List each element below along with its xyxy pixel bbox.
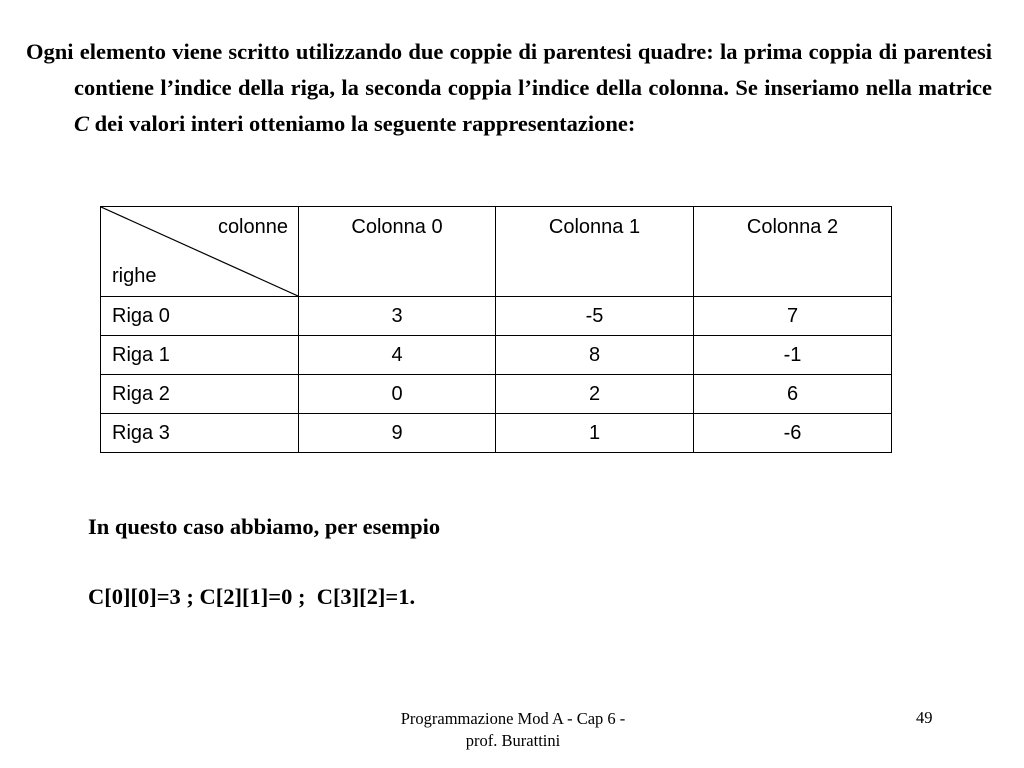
table-cell: 2 — [496, 375, 694, 414]
table-cell: 6 — [694, 375, 892, 414]
example-heading: In questo caso abbiamo, per esempio — [88, 514, 441, 539]
table-cell: 7 — [694, 297, 892, 336]
table-cell: -6 — [694, 414, 892, 453]
intro-text-part2: dei valori interi otteniamo la seguente rappresentazione: — [89, 111, 636, 136]
table-cell: 4 — [299, 336, 496, 375]
row-label: Riga 1 — [101, 336, 299, 375]
intro-paragraph — [26, 34, 992, 142]
column-header: Colonna 0 — [299, 207, 496, 297]
footer-line-1: Programmazione Mod A - Cap 6 - — [400, 709, 626, 728]
footer-caption — [350, 708, 676, 752]
page-number: 49 — [916, 708, 933, 727]
table-cell: -1 — [694, 336, 892, 375]
table-header-row — [101, 207, 892, 297]
table-cell: 3 — [299, 297, 496, 336]
row-label: Riga 0 — [101, 297, 299, 336]
table-cell: 1 — [496, 414, 694, 453]
column-header: Colonna 2 — [694, 207, 892, 297]
row-label: Riga 2 — [101, 375, 299, 414]
footer-line-2: prof. Burattini — [465, 731, 561, 750]
table-row — [101, 336, 892, 375]
table-cell: 9 — [299, 414, 496, 453]
matrix-table — [100, 206, 892, 453]
corner-columns-label: colonne — [217, 216, 288, 238]
table-cell: 8 — [496, 336, 694, 375]
row-label: Riga 3 — [101, 414, 299, 453]
intro-text-part1: Ogni elemento viene scritto utilizzando due coppie di parentesi quadre: la prima coppia di parentesi contiene l’indice della riga, la seconda coppia l’indice della colonna. Se inseriamo nella matrice — [26, 39, 992, 100]
column-header: Colonna 1 — [496, 207, 694, 297]
example-expression: C[0][0]=3 ; C[2][1]=0 ; C[3][2]=1. — [88, 584, 416, 609]
table-row — [101, 414, 892, 453]
table-cell: -5 — [496, 297, 694, 336]
table-row — [101, 375, 892, 414]
table-row — [101, 297, 892, 336]
corner-cell — [101, 207, 299, 297]
matrix-name: C — [74, 111, 90, 136]
table-cell: 0 — [299, 375, 496, 414]
corner-rows-label: righe — [112, 265, 157, 287]
